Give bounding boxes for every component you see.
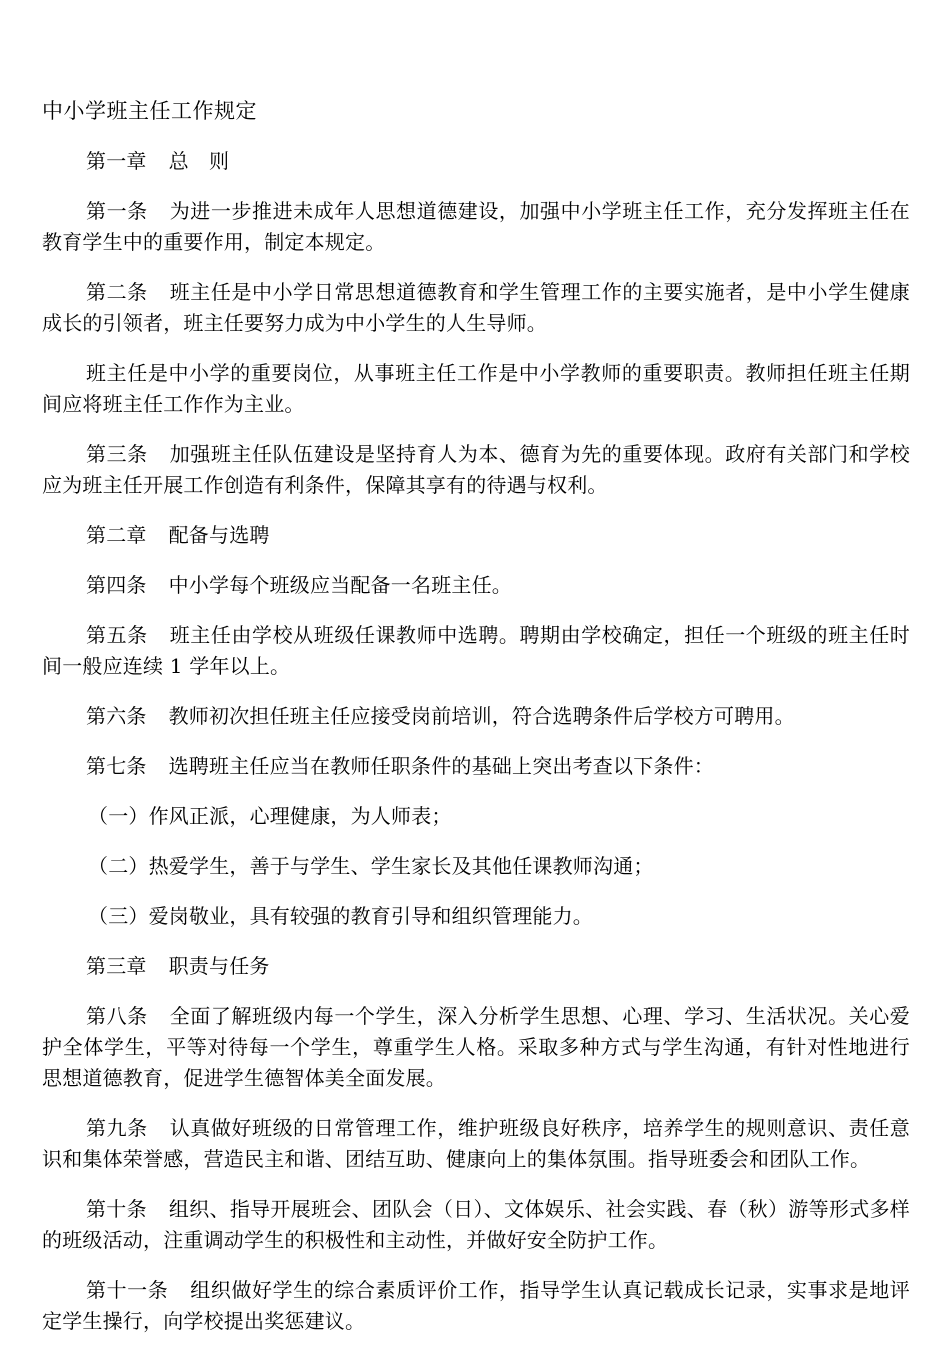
article-paragraph — [42, 570, 910, 601]
chapter-title: 总 则 — [168, 149, 230, 173]
article-number: 第八条 — [86, 1004, 148, 1028]
article-paragraph — [42, 358, 910, 420]
article-paragraph — [42, 277, 910, 339]
list-item: （二）热爱学生，善于与学生、学生家长及其他任课教师沟通； — [88, 854, 654, 878]
chapter-title: 职责与任务 — [168, 954, 270, 978]
document-page — [42, 96, 910, 1356]
article-number: 第九条 — [86, 1116, 148, 1140]
article-paragraph — [42, 1194, 910, 1256]
article-number: 第七条 — [86, 754, 147, 778]
article-paragraph — [42, 196, 910, 258]
article-text: 中小学每个班级应当配备一名班主任。 — [168, 573, 513, 597]
article-number: 第六条 — [86, 704, 147, 728]
article-number: 第一条 — [86, 199, 148, 223]
article-number: 第三条 — [86, 442, 148, 466]
article-number: 第十一条 — [86, 1278, 169, 1302]
document-title: 中小学班主任工作规定 — [42, 99, 257, 123]
article-number: 第十条 — [86, 1197, 147, 1221]
chapter-number: 第三章 — [86, 954, 147, 978]
article-paragraph — [42, 1275, 910, 1337]
chapter-number: 第一章 — [86, 149, 147, 173]
chapter-number: 第二章 — [86, 523, 147, 547]
article-text: 班主任是中小学的重要岗位，从事班主任工作是中小学教师的重要职责。教师担任班主任期间应将班主任工作作为主业。 — [42, 361, 910, 416]
article-text: 认真做好班级的日常管理工作，维护班级良好秩序，培养学生的规则意识、责任意识和集体荣誉感，营造民主和谐、团结互助、健康向上的集体氛围。指导班委会和团队工作。 — [42, 1116, 911, 1171]
article-number: 第四条 — [86, 573, 147, 597]
article-text: 教师初次担任班主任应接受岗前培训，符合选聘条件后学校方可聘用。 — [168, 704, 795, 728]
article-paragraph — [42, 439, 910, 501]
list-item: （三）爱岗敬业，具有较强的教育引导和组织管理能力。 — [88, 904, 593, 928]
article-text: 班主任由学校从班级任课教师中选聘。聘期由学校确定，担任一个班级的班主任时间一般应连续 1 学年以上。 — [42, 623, 911, 678]
chapter-title: 配备与选聘 — [168, 523, 270, 547]
article-text: 全面了解班级内每一个学生，深入分析学生思想、心理、学习、生活状况。关心爱护全体学生，平等对待每一个学生，尊重学生人格。采取多种方式与学生沟通，有针对性地进行思想道德教育，促进学生德智体美全面发展。 — [42, 1004, 911, 1090]
article-paragraph — [42, 1113, 910, 1175]
article-number: 第五条 — [86, 623, 148, 647]
article-paragraph — [42, 1001, 910, 1094]
article-text: 组织、指导开展班会、团队会（日）、文体娱乐、社会实践、春（秋）游等形式多样的班级活动，注重调动学生的积极性和主动性，并做好安全防护工作。 — [42, 1197, 910, 1252]
chapter-heading — [42, 951, 910, 982]
article-text: 班主任是中小学日常思想道德教育和学生管理工作的主要实施者，是中小学生健康成长的引领者，班主任要努力成为中小学生的人生导师。 — [42, 280, 911, 335]
article-text: 加强班主任队伍建设是坚持育人为本、德育为先的重要体现。政府有关部门和学校应为班主任开展工作创造有利条件，保障其享有的待遇与权利。 — [42, 442, 911, 497]
chapter-heading — [42, 520, 910, 551]
article-paragraph — [42, 620, 910, 682]
chapter-heading — [42, 146, 910, 177]
article-text: 选聘班主任应当在教师任职条件的基础上突出考查以下条件： — [168, 754, 715, 778]
article-number: 第二条 — [86, 280, 148, 304]
article-paragraph — [42, 751, 910, 782]
list-item: （一）作风正派，心理健康，为人师表； — [88, 804, 452, 828]
article-text: 为进一步推进未成年人思想道德建设，加强中小学班主任工作，充分发挥班主任在教育学生中的重要作用，制定本规定。 — [42, 199, 911, 254]
article-text: 组织做好学生的综合素质评价工作，指导学生认真记载成长记录，实事求是地评定学生操行，向学校提出奖惩建议。 — [42, 1278, 910, 1333]
article-paragraph — [42, 701, 910, 732]
